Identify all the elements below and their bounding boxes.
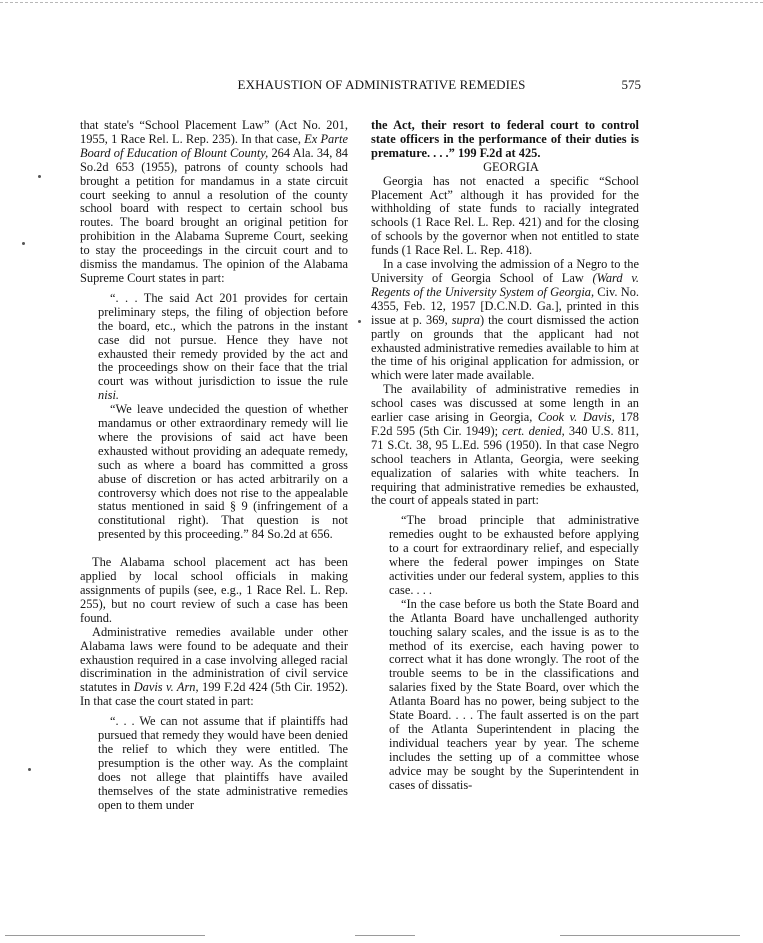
scan-speck xyxy=(358,320,361,323)
paragraph: Georgia has not enacted a specific “School Placement Act” although it has provided for the withholding of state funds to racially integrated schools (1 Race Rel. L. Rep. 421) and for the closing of schools by the governor when not entitled to state funds (1 Race Rel. L. Rep. 418). xyxy=(371,173,639,258)
left-column xyxy=(80,119,348,819)
quote-paragraph: “The broad principle that administrative remedies ought to be exhausted before applying to a court for extraordinary relief, and especially where the federal power impinges on State activities under our federal system, applies to this case. . . . xyxy=(389,513,639,597)
right-column xyxy=(371,119,639,799)
running-header-title: EXHAUSTION OF ADMINISTRATIVE REMEDIES xyxy=(237,77,526,92)
quote-paragraph: “We leave undecided the question of whether mandamus or other extraordinary remedy will lie where the provisions of said act have been exhausted without providing an adequate remedy, such as where a board has committed a gross abuse of discretion or has acted arbitrarily on a controversy which does not rise to the appealable status mentioned in said § 9 (infringement of a constitutional right). That question is not presented by this proceeding.” 84 So.2d at 656. xyxy=(98,402,348,542)
top-scan-border xyxy=(0,2,763,3)
paragraph: Administrative remedies available under other Alabama laws were found to be adequate and their exhaustion required in a case involving alleged racial discrimination in the administration of civil service statutes in Davis v. Arn, 199 F.2d 424 (5th Cir. 1952). In that case the court stated in part: xyxy=(80,624,348,709)
scan-speck xyxy=(28,768,31,771)
block-quote xyxy=(389,514,639,792)
page-number: 575 xyxy=(621,77,641,92)
paragraph: In a case involving the admission of a Negro to the University of Georgia School of Law (Ward v. Regents of the University System of Georgia, Civ. No. 4355, Feb. 12, 1957 [D.C.N.D. Ga.], printed in this issue at p. 369, supra) the court dismissed the action partly on grounds that the applicant had not exhausted administrative remedies available to him at the time of his original application for admission, or which were later made available. xyxy=(371,257,639,383)
scan-speck xyxy=(22,242,25,245)
bottom-scan-mark xyxy=(560,935,740,936)
paragraph: The Alabama school placement act has been applied by local school officials in making assignments of pupils (see, e.g., 1 Race Rel. L. Rep. 255), but no court review of such a case has been found. xyxy=(80,555,348,625)
block-quote xyxy=(98,292,348,542)
block-quote xyxy=(98,715,348,812)
bottom-scan-mark xyxy=(5,935,205,936)
quote-paragraph: “. . . We can not assume that if plaintiffs had pursued that remedy they would have been denied the relief to which they were entitled. The presumption is the other way. As the complaint does not allege that plaintiffs have availed themselves of the state administrative remedies open to them under xyxy=(98,714,348,812)
quote-paragraph: “In the case before us both the State Board and the Atlanta Board have unchallenged authority touching salary scales, and the issue is as to the method of its exercise, each having power to correct what it has done wrongly. The root of the trouble seems to be in the classifications and salaries fixed by the State Board, over which the Atlanta Board has no power, being subject to the State Board. . . . The fault asserted is on the part of the Atlanta Superintendent in placing the individual teachers year by year. The scheme includes the setting up of a committee whose advice may be sought by the Superintendent in cases of dissatis- xyxy=(389,596,639,792)
quote-paragraph: “. . . The said Act 201 provides for certain preliminary steps, the filing of objection before the board, etc., which the patrons in the instant case did not pursue. Hence they have not exhausted their remedy provided by the act and the proceedings show on their face that the trial court was without jurisdiction to issue the rule nisi. xyxy=(98,290,348,403)
quote-continuation: the Act, their resort to federal court to control state officers in the performance of their duties is premature. . . .” 199 F.2d at 425. xyxy=(371,118,639,160)
paragraph: The availability of administrative remedies in school cases was discussed at some length in an earlier case arising in Georgia, Cook v. Davis, 178 F.2d 595 (5th Cir. 1949); cert. denied, 340 U.S. 811, 71 S.Ct. 38, 95 L.Ed. 596 (1950). In that case Negro school teachers in Atlanta, Georgia, were seeking equalization of salaries with white teachers. In requiring that administrative remedies be exhausted, the court of appeals stated in part: xyxy=(371,382,639,508)
paragraph: that state's “School Placement Law” (Act No. 201, 1955, 1 Race Rel. L. Rep. 235). In that case, Ex Parte Board of Education of Blount County, 264 Ala. 34, 84 So.2d 653 (1955), patrons of county schools had brought a petition for mandamus in a state circuit court seeking to annul a resolution of the county school board with respect to certain school bus routes. The board brought an original petition for prohibition in the Alabama Supreme Court, seeking to stay the proceedings in the circuit court and to dismiss the mandamus. The opinion of the Alabama Supreme Court states in part: xyxy=(80,118,348,285)
bottom-scan-mark xyxy=(355,935,415,936)
section-heading: GEORGIA xyxy=(483,159,539,174)
scan-speck xyxy=(38,175,41,178)
